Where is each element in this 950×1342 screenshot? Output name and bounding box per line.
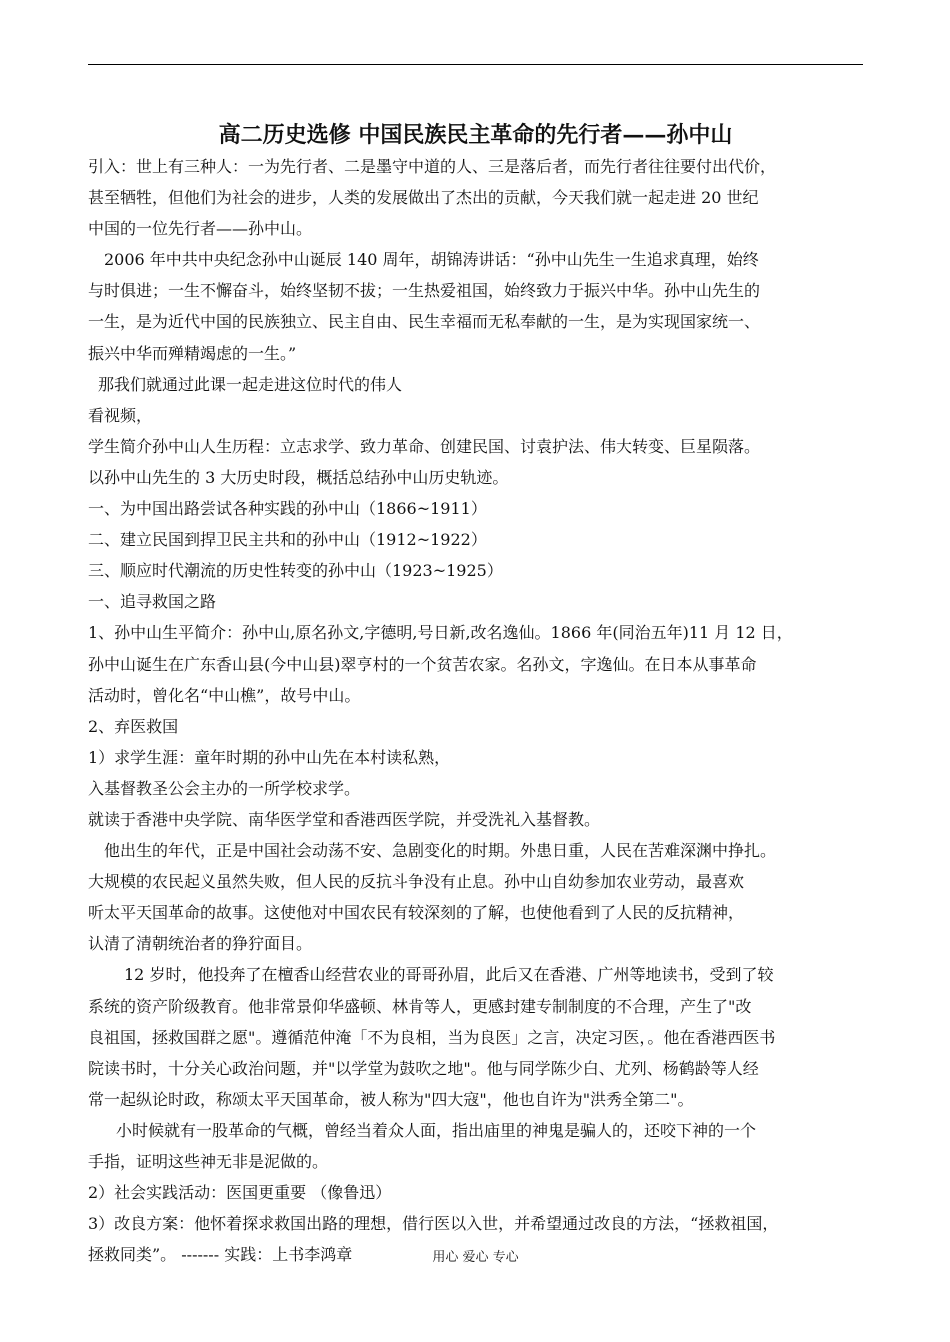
- section-heading: 二、建立民国到捍卫民主共和的孙中山（1912~1922）: [88, 530, 487, 550]
- document-body: [88, 151, 867, 1270]
- section-heading: 一、追寻救国之路: [88, 592, 217, 612]
- paragraph-line: 他出生的年代，正是中国社会动荡不安、急剧变化的时期。外患日重，人民在苦难深渊中挣扎。: [104, 841, 777, 861]
- section-heading: 一、为中国出路尝试各种实践的孙中山（1866~1911）: [88, 499, 487, 519]
- paragraph-line: 系统的资产阶级教育。他非常景仰华盛顿、林肯等人，更感封建专制制度的不合理，产生了"改: [88, 996, 752, 1016]
- paragraph-line: 2）社会实践活动：医国更重要 （像鲁迅）: [88, 1183, 392, 1203]
- paragraph-line: 拯救同类”。 ------- 实践：上书李鸿章: [88, 1245, 353, 1265]
- paragraph-line: 以孙中山先生的 3 大历史时段，概括总结孙中山历史轨迹。: [88, 467, 509, 487]
- paragraph-line: 看视频，: [88, 405, 153, 425]
- paragraph-line: 手指，证明这些神无非是泥做的。: [88, 1152, 329, 1171]
- paragraph-line: 良祖国，拯救国群之愿"。遵循范仲淹「不为良相，当为良医」之言，决定习医，。他在香港西医书: [88, 1027, 776, 1047]
- paragraph-line: 常一起纵论时政，称颂太平天国革命，被人称为"四大寇"，他也自许为"洪秀全第二"。: [88, 1089, 694, 1109]
- paragraph-line: 引入：世上有三种人：一为先行者、二是墨守中道的人、三是落后者，而先行者往往要付出代价，: [88, 157, 777, 176]
- paragraph-line: 就读于香港中央学院、南华医学堂和香港西医学院，并受洗礼入基督教。: [88, 809, 601, 829]
- paragraph-line: 3）改良方案：他怀着探求救国出路的理想，借行医以入世，并希望通过改良的方法，“拯救祖国，: [88, 1214, 779, 1234]
- paragraph-line: 大规模的农民起义虽然失败，但人民的反抗斗争没有止息。孙中山自幼参加农业劳动，最喜欢: [88, 872, 745, 892]
- paragraph-line: 振兴中华而殚精竭虑的一生。”: [88, 343, 297, 363]
- paragraph-line: 一生，是为近代中国的民族独立、民主自由、民生幸福而无私奉献的一生，是为实现国家统一、: [88, 312, 761, 332]
- paragraph-line: 听太平天国革命的故事。这使他对中国农民有较深刻的了解，也使他看到了人民的反抗精神，: [88, 903, 745, 923]
- paragraph-line: 12 岁时，他投奔了在檀香山经营农业的哥哥孙眉，此后又在香港、广州等地读书，受到了较: [124, 965, 774, 985]
- page-footer: 用心 爱心 专心: [432, 1250, 519, 1265]
- section-heading: 三、顺应时代潮流的历史性转变的孙中山（1923~1925）: [88, 561, 503, 581]
- paragraph-line: 入基督教圣公会主办的一所学校求学。: [88, 778, 361, 798]
- paragraph-line: 学生简介孙中山人生历程：立志求学、致力革命、创建民国、讨袁护法、伟大转变、巨星陨落。: [88, 436, 761, 456]
- header-rule: [88, 64, 863, 65]
- paragraph-line: 小时候就有一股革命的气概，曾经当着众人面，指出庙里的神鬼是骗人的，还咬下神的一个: [116, 1120, 757, 1140]
- paragraph-line: 1、孙中山生平简介：孙中山,原名孙文,字德明,号日新,改名逸仙。1866 年(同治五年)11 月 12 日，: [88, 623, 793, 643]
- paragraph-line: 院读书时，十分关心政治问题，并"以学堂为鼓吹之地"。他与同学陈少白、尤列、杨鹤龄等人经: [88, 1058, 759, 1078]
- paragraph-line: 中国的一位先行者——孙中山。: [88, 219, 313, 239]
- paragraph-line: 甚至牺牲，但他们为社会的进步，人类的发展做出了杰出的贡献，今天我们就一起走进 20 世纪: [88, 188, 759, 208]
- subsection-heading: 2、弃医救国: [88, 716, 179, 736]
- paragraph-line: 认清了清朝统治者的狰狞面目。: [88, 934, 313, 954]
- paragraph-line: 2006 年中共中央纪念孙中山诞辰 140 周年，胡锦涛讲话：“孙中山先生一生追求真理，始终: [104, 250, 759, 270]
- paragraph-line: 活动时，曾化名“中山樵”，故号中山。: [88, 685, 361, 705]
- paragraph-line: 与时俱进；一生不懈奋斗，始终坚韧不拔；一生热爱祖国，始终致力于振兴中华。孙中山先生的: [88, 281, 761, 301]
- paragraph-line: 1）求学生涯：童年时期的孙中山先在本村读私熟，: [88, 747, 451, 767]
- paragraph-line: 孙中山诞生在广东香山县(今中山县)翠亨村的一个贫苦农家。名孙文，字逸仙。在日本从事革命: [88, 654, 757, 674]
- page-title: 高二历史选修 中国民族民主革命的先行者——孙中山: [218, 122, 733, 148]
- paragraph-line: 那我们就通过此课一起走进这位时代的伟人: [98, 374, 403, 394]
